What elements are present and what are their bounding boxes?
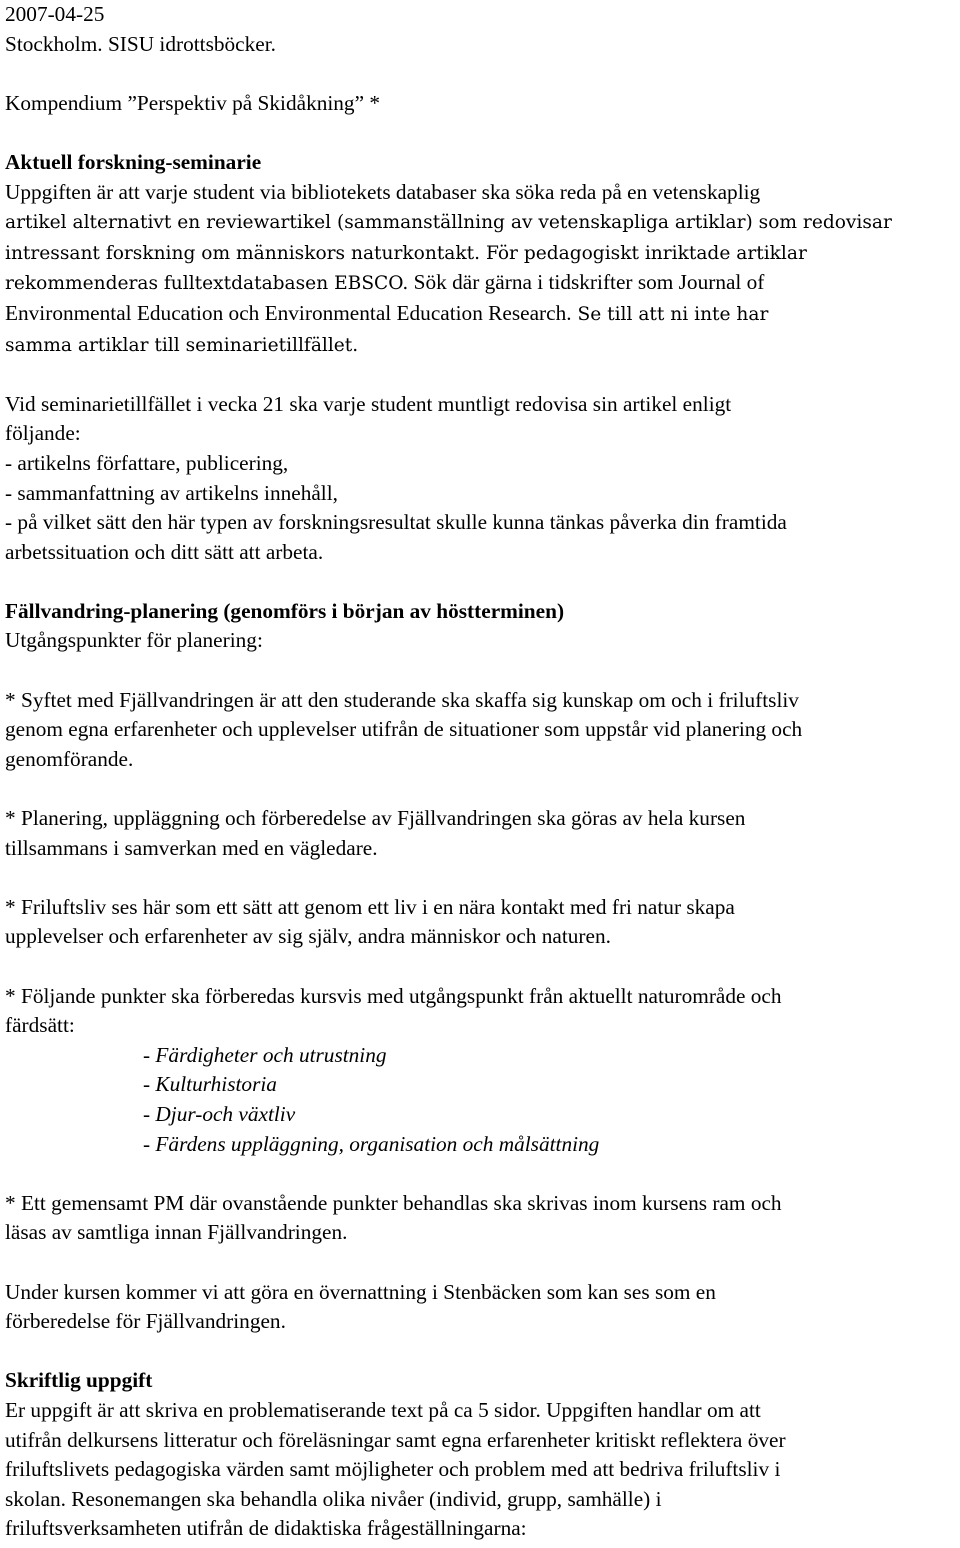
hiking-point-4: * Följande punkter ska förberedas kursvis med utgångspunkt från aktuellt naturområde och färdsätt: (5, 983, 782, 1038)
hiking-point-1: * Syftet med Fjällvandringen är att den studerande ska skaffa sig kunskap om och i friluftsliv genom egna erfarenheter och upplevelser utifrån de situationer som uppstår vid planering och genomförande. (5, 687, 803, 771)
seminar-paragraph (5, 178, 955, 361)
list-item: - Kulturhistoria (143, 1072, 277, 1097)
written-paragraph: Er uppgift är att skriva en problematiserande text på ca 5 sidor. Uppgiften handlar om att utifrån delkursens litteratur och föreläsningar samt egna erfarenheter kritiskt reflektera över friluftslivets pedagogiska värden samt möjligheter och problem med att bedriva friluftsliv i skolan. Resonemangen ska behandla olika nivåer (individ, grupp, samhälle) i friluftsverksamheten utifrån de didaktiska frågeställningarna: (5, 1397, 786, 1541)
compendium-title: Kompendium ”Perspektiv på Skidåkning” * (5, 90, 381, 115)
publisher-line: Stockholm. SISU idrottsböcker. (5, 31, 276, 56)
seminar-intro-line: Uppgiften är att varje student via bibliotekets databaser ska söka reda på en vetenskaplig (5, 179, 761, 204)
seminar-heading: Aktuell forskning-seminarie (5, 149, 262, 174)
written-heading: Skriftlig uppgift (5, 1368, 153, 1393)
overnight-paragraph: Under kursen kommer vi att göra en övernattning i Stenbäcken som kan ses som en förberedelse för Fjällvandringen. (5, 1279, 716, 1334)
list-item: - Djur-och växtliv (143, 1101, 296, 1126)
list-item: - Färdens uppläggning, organisation och målsättning (143, 1131, 600, 1156)
hiking-heading: Fällvandring-planering (genomförs i början av höstterminen) (5, 598, 565, 623)
list-item: - Färdigheter och utrustning (143, 1042, 387, 1067)
document-page (5, 0, 955, 1544)
seminar-presentation: Vid seminarietillfället i vecka 21 ska varje student muntligt redovisa sin artikel enligt följande: - artikelns författare, publicering, - sammanfattning av artikelns innehåll, - på vilket sätt den här typen av forskningsresultat skulle kunna tänkas påverka din framtida arbetssituation och ditt sätt att arbeta. (5, 391, 787, 564)
hiking-point-3: * Friluftsliv ses här som ett sätt att genom ett liv i en nära kontakt med fri natur skapa upplevelser och erfarenheter av sig själv, andra människor och naturen. (5, 894, 735, 949)
hiking-point-2: * Planering, uppläggning och förberedelse av Fjällvandringen ska göras av hela kursen tillsammans i samverkan med en vägledare. (5, 806, 746, 860)
hiking-point-5: * Ett gemensamt PM där ovanstående punkter behandlas ska skrivas inom kursens ram och läsas av samtliga innan Fjällvandringen. (5, 1190, 782, 1245)
preparation-list (143, 1041, 955, 1159)
seminar-journals-text: Sök där gärna i tidskrifter som Journal of Environmental Education och Environmental Education Research. (5, 270, 765, 325)
hiking-subtitle: Utgångspunkter för planering: (5, 628, 263, 653)
seminar-alt-tail: Se till att ni inte har samma artiklar till seminarietillfället. (5, 303, 769, 356)
document-date: 2007-04-25 (5, 2, 105, 26)
seminar-alt-text: artikel alternativt en reviewartikel (sammanställning av vetenskapliga artiklar) som redovisar intressant forskning om människors naturkontakt. För pedagogiskt inriktade artiklar rekommenderas fulltextdatabasen EBSCO. (5, 212, 892, 295)
